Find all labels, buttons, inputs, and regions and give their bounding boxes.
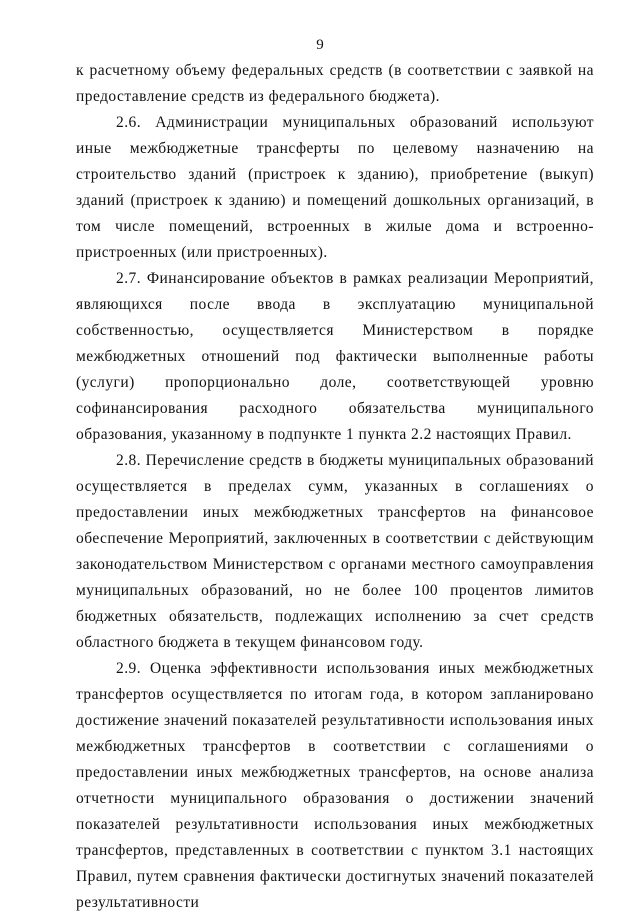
page-number: 9: [316, 37, 324, 53]
paragraph-2-7: 2.7. Финансирование объектов в рамках реализации Мероприятий, являющихся после ввода в эксплуатацию муниципальной собственностью, осуществляется Министерством в порядке межбюджетных отношений под фактически выполненные работы (услуги) пропорционально доле, соответствующей уровню софинансирования расходного обязательства муниципального образования, указанному в подпункте 1 пункта 2.2 настоящих Правил.: [76, 270, 594, 443]
paragraph-2-6: 2.6. Администрации муниципальных образований используют иные межбюджетные трансферты по целевому назначению на строительство зданий (пристроек к зданию), приобретение (выкуп) зданий (пристроек к зданию) и помещений дошкольных организаций, в том числе помещений, встроенных в жилые дома и встроенно-пристроенных (или пристроенных).: [76, 114, 594, 261]
paragraph-2-9: 2.9. Оценка эффективности использования иных межбюджетных трансфертов осуществляется по итогам года, в котором запланировано достижение значений показателей результативности использования иных межбюджетных трансфертов в соответствии с соглашениями о предоставлении иных межбюджетных трансфертов, на основе анализа отчетности муниципального образования о достижении значений показателей результативности использования иных межбюджетных трансфертов, представленных в соответствии с пунктом 3.1 настоящих Правил, путем сравнения фактически достигнутых значений показателей результативности: [76, 660, 594, 911]
paragraph-continuation: к расчетному объему федеральных средств (в соответствии с заявкой на предоставление средств из федерального бюджета).: [76, 62, 594, 105]
paragraph-2-8: 2.8. Перечисление средств в бюджеты муниципальных образований осуществляется в пределах сумм, указанных в соглашениях о предоставлении иных межбюджетных трансфертов на финансовое обеспечение Мероприятий, заключенных в соответствии с действующим законодательством Министерством с органами местного самоуправления муниципальных образований, но не более 100 процентов лимитов бюджетных обязательств, подлежащих исполнению за счет средств областного бюджета в текущем финансовом году.: [76, 452, 594, 651]
document-body: [76, 58, 594, 916]
